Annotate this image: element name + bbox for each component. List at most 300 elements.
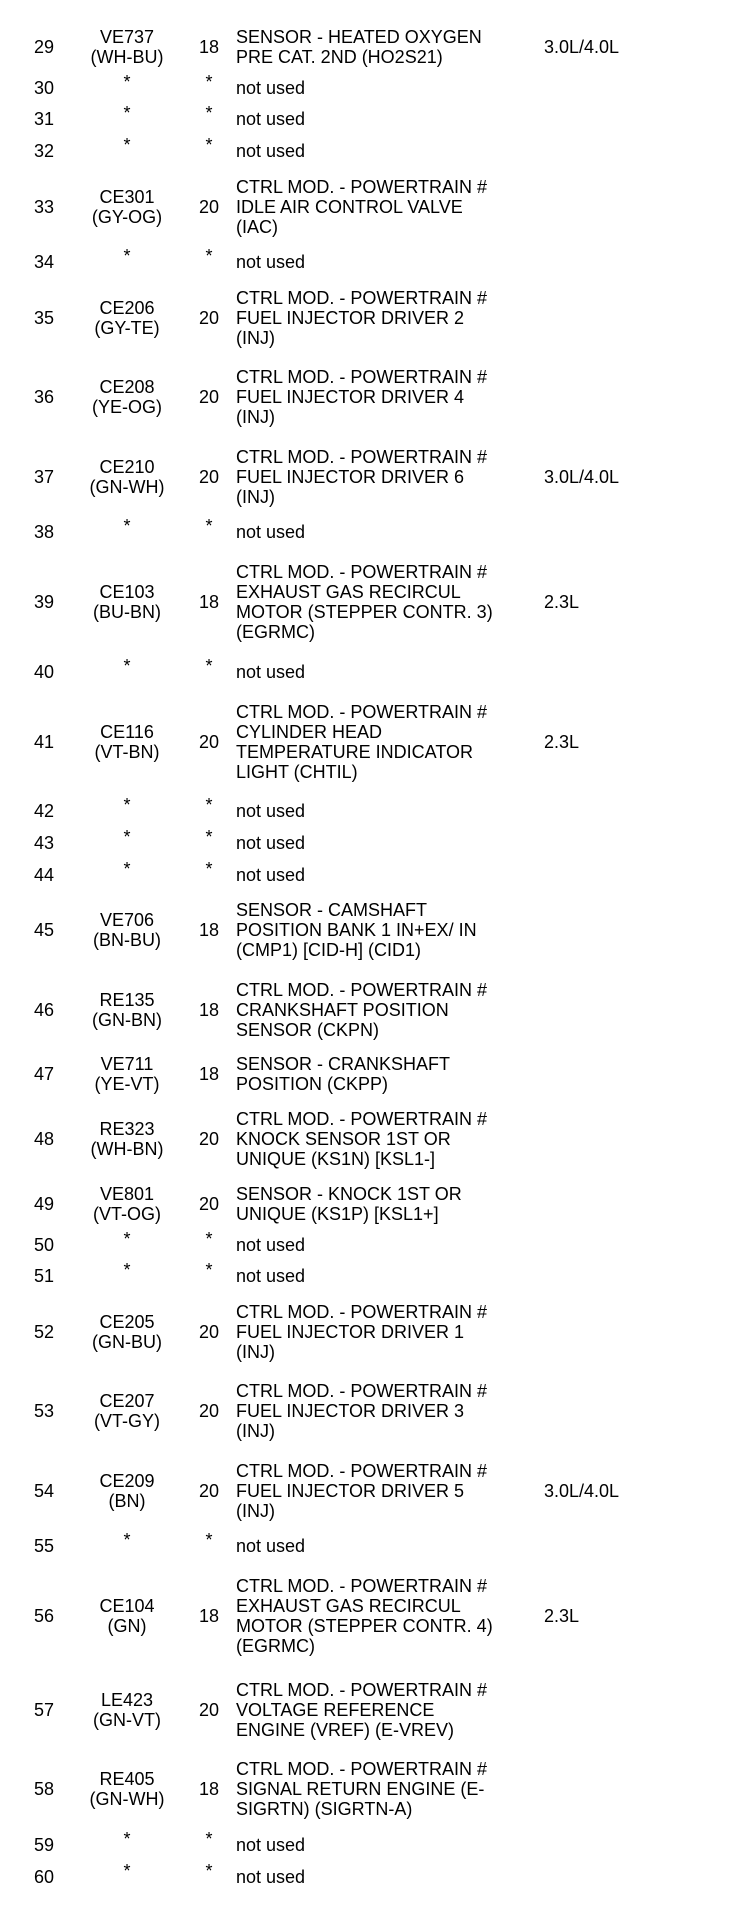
wire-color: (GN) [107, 1616, 147, 1637]
wire-cell [72, 1229, 182, 1261]
pin-number: 36 [34, 387, 55, 408]
wire-cell [72, 1562, 182, 1670]
wire-cell [72, 890, 182, 970]
wire-gauge [182, 357, 236, 437]
wire-cell [72, 1292, 182, 1372]
description-line: CTRL MOD. - POWERTRAIN # [236, 367, 488, 388]
engine-variant [544, 1099, 714, 1179]
pin-number: 35 [34, 307, 55, 328]
wire-cell [72, 135, 182, 167]
gauge-value: * [205, 1530, 213, 1551]
description-line: SENSOR - HEATED OXYGEN [236, 27, 482, 47]
wire-gauge [182, 1562, 236, 1670]
description-line: CYLINDER HEAD [236, 721, 383, 742]
description-line: not used [236, 77, 306, 98]
description-line: not used [236, 864, 306, 885]
circuit-code: * [123, 71, 131, 92]
engine-variant [544, 859, 714, 891]
pin-number: 57 [34, 1699, 55, 1720]
pin-number: 43 [34, 832, 55, 853]
circuit-description [236, 167, 544, 247]
wire-cell [72, 688, 182, 796]
description-line: EXHAUST GAS RECIRCUL [236, 581, 461, 602]
gauge-value: * [205, 1260, 213, 1281]
gauge-value: * [205, 134, 213, 155]
wire-gauge [182, 22, 236, 72]
description-line: CTRL MOD. - POWERTRAIN # [236, 1460, 488, 1481]
table-row [34, 1829, 714, 1861]
engine-variant [544, 890, 714, 970]
wire-gauge [182, 890, 236, 970]
pin-number: 41 [34, 731, 55, 752]
wire-color: (GN-BN) [92, 1009, 162, 1030]
wire-color: (WH-BU) [90, 47, 164, 67]
pin-number: 31 [34, 109, 55, 130]
pin-number: 55 [34, 1536, 55, 1557]
gauge-value: 18 [198, 591, 220, 612]
wire-cell [72, 72, 182, 104]
circuit-code: LE423 [100, 1689, 154, 1710]
gauge-value: 20 [198, 731, 220, 752]
wire-gauge [182, 135, 236, 167]
table-row [34, 437, 714, 517]
description-line: not used [236, 1536, 306, 1557]
pin-number: 29 [34, 37, 55, 57]
connector-pin-table [34, 22, 714, 1892]
table-row [34, 278, 714, 358]
circuit-description [236, 827, 544, 859]
table-row [34, 970, 714, 1050]
description-line: not used [236, 252, 306, 273]
wire-gauge [182, 1531, 236, 1563]
pin-number: 49 [34, 1193, 55, 1214]
description-line: FUEL INJECTOR DRIVER 3 [236, 1401, 465, 1422]
wire-cell [72, 1861, 182, 1893]
wire-color: (GY-OG) [91, 206, 163, 227]
description-line: (INJ) [236, 1421, 275, 1442]
engine-variant [544, 1179, 714, 1229]
engine-variant: 2.3L [544, 1606, 580, 1627]
description-line: SENSOR (CKPN) [236, 1019, 380, 1040]
description-line: POSITION BANK 1 IN+EX/ IN [236, 920, 477, 941]
description-line: (INJ) [236, 327, 275, 348]
description-line: VOLTAGE REFERENCE [236, 1699, 435, 1720]
description-line: CTRL MOD. - POWERTRAIN # [236, 979, 488, 1000]
table-row [34, 1531, 714, 1563]
circuit-code: CE206 [99, 297, 155, 318]
gauge-value: 18 [198, 1064, 220, 1085]
circuit-description [236, 357, 544, 437]
pin-number: 58 [34, 1779, 55, 1800]
description-line: SENSOR - CAMSHAFT [236, 900, 428, 921]
description-line: FUEL INJECTOR DRIVER 4 [236, 387, 465, 408]
circuit-description [236, 548, 544, 656]
wire-gauge [182, 246, 236, 278]
engine-variant [544, 72, 714, 104]
description-line: SIGRTN) (SIGRTN-A) [236, 1799, 413, 1820]
circuit-description [236, 688, 544, 796]
circuit-code: CE209 [99, 1470, 155, 1491]
circuit-code: VE737 [99, 27, 155, 47]
circuit-description [236, 1531, 544, 1563]
circuit-description [236, 1260, 544, 1292]
engine-variant [544, 357, 714, 437]
wire-gauge [182, 1372, 236, 1452]
gauge-value: * [205, 858, 213, 879]
circuit-description [236, 1670, 544, 1750]
engine-variant [544, 135, 714, 167]
pin-rows [34, 22, 714, 1892]
wire-gauge [182, 278, 236, 358]
circuit-code: * [123, 103, 131, 124]
description-line: EXHAUST GAS RECIRCUL [236, 1596, 461, 1617]
gauge-value: * [205, 1860, 213, 1881]
wire-gauge [182, 970, 236, 1050]
table-row [34, 1179, 714, 1229]
wire-cell [72, 1829, 182, 1861]
wire-color: (YE-OG) [92, 397, 162, 418]
wire-cell [72, 656, 182, 688]
gauge-value: 18 [198, 999, 220, 1020]
table-row [34, 1049, 714, 1099]
circuit-code: * [123, 134, 131, 155]
gauge-value: 20 [198, 1480, 220, 1501]
table-row [34, 1451, 714, 1531]
circuit-code: * [123, 1860, 131, 1881]
engine-variant: 2.3L [544, 591, 580, 612]
circuit-code: CE208 [99, 377, 155, 398]
wire-gauge [182, 1099, 236, 1179]
table-row [34, 796, 714, 828]
engine-variant [544, 1861, 714, 1893]
wire-gauge [182, 1179, 236, 1229]
circuit-code: VE711 [100, 1054, 154, 1075]
gauge-value: 20 [198, 466, 220, 487]
wire-color: (GN-WH) [89, 476, 165, 497]
gauge-value: 20 [198, 1401, 220, 1422]
circuit-code: CE104 [99, 1596, 155, 1617]
wire-cell [72, 1260, 182, 1292]
pin-number: 53 [34, 1401, 55, 1422]
gauge-value: 18 [198, 1779, 220, 1800]
circuit-code: CE116 [100, 721, 154, 742]
circuit-code: CE210 [99, 456, 155, 477]
engine-variant [544, 1750, 714, 1830]
circuit-code: VE706 [99, 910, 155, 931]
table-row [34, 1260, 714, 1292]
wire-cell [72, 796, 182, 828]
engine-variant [544, 1531, 714, 1563]
table-row [34, 135, 714, 167]
pin-number: 33 [34, 196, 55, 217]
pin-number: 59 [34, 1834, 55, 1855]
gauge-value: 20 [198, 1321, 220, 1342]
engine-variant [544, 167, 714, 247]
circuit-description [236, 656, 544, 688]
table-row [34, 1670, 714, 1750]
circuit-description [236, 970, 544, 1050]
circuit-code: CE207 [99, 1391, 155, 1412]
pin-number: 30 [34, 77, 55, 98]
circuit-description [236, 72, 544, 104]
gauge-value: * [205, 516, 213, 537]
wire-color: (VT-OG) [93, 1203, 161, 1224]
description-line: (INJ) [236, 486, 275, 507]
pin-number: 50 [34, 1234, 55, 1255]
gauge-value: 20 [198, 307, 220, 328]
wire-cell [72, 246, 182, 278]
description-line: CTRL MOD. - POWERTRAIN # [236, 1759, 488, 1780]
circuit-description [236, 859, 544, 891]
circuit-code: RE323 [99, 1119, 155, 1140]
wire-gauge [182, 827, 236, 859]
wire-cell [72, 1531, 182, 1563]
wire-color: (WH-BN) [90, 1139, 164, 1160]
engine-variant [544, 1292, 714, 1372]
description-line: not used [236, 1266, 306, 1287]
wire-gauge [182, 72, 236, 104]
engine-variant [544, 1229, 714, 1261]
circuit-code: * [123, 1530, 131, 1551]
circuit-code: RE135 [99, 989, 155, 1010]
table-row [34, 1372, 714, 1452]
gauge-value: * [205, 103, 213, 124]
pin-number: 34 [34, 252, 55, 273]
pin-number: 54 [34, 1480, 55, 1501]
engine-variant: 3.0L/4.0L [544, 466, 620, 487]
wire-gauge [182, 1829, 236, 1861]
engine-variant [544, 516, 714, 548]
circuit-description [236, 437, 544, 517]
wire-cell [72, 278, 182, 358]
description-line: LIGHT (CHTIL) [236, 761, 358, 782]
description-line: CTRL MOD. - POWERTRAIN # [236, 287, 488, 308]
table-row [34, 1861, 714, 1893]
circuit-description [236, 1049, 544, 1099]
description-line: KNOCK SENSOR 1ST OR [236, 1129, 451, 1150]
engine-variant [544, 1829, 714, 1861]
circuit-description [236, 890, 544, 970]
wire-gauge [182, 1292, 236, 1372]
wire-color: (BU-BN) [93, 601, 161, 622]
pin-number: 38 [34, 522, 55, 543]
wire-gauge [182, 1750, 236, 1830]
pin-number: 48 [34, 1129, 55, 1150]
wire-cell [72, 1451, 182, 1531]
table-row [34, 656, 714, 688]
engine-variant [544, 246, 714, 278]
circuit-description [236, 1451, 544, 1531]
circuit-description [236, 1229, 544, 1261]
wire-cell [72, 827, 182, 859]
circuit-code: CE103 [99, 581, 155, 602]
circuit-description [236, 22, 544, 72]
wire-cell [72, 1049, 182, 1099]
circuit-description [236, 1861, 544, 1893]
wire-cell [72, 22, 182, 72]
engine-variant [544, 278, 714, 358]
wire-cell [72, 548, 182, 656]
description-line: (EGRMC) [236, 621, 315, 642]
engine-variant [544, 104, 714, 136]
wire-color: (BN) [108, 1490, 146, 1511]
circuit-description [236, 1750, 544, 1830]
description-line: SENSOR - CRANKSHAFT [236, 1054, 451, 1075]
description-line: (INJ) [236, 1500, 275, 1521]
circuit-code: CE205 [99, 1311, 155, 1332]
description-line: (IAC) [236, 216, 278, 237]
circuit-code: * [123, 795, 131, 816]
gauge-value: * [205, 655, 213, 676]
table-row [34, 516, 714, 548]
circuit-description [236, 1099, 544, 1179]
pin-number: 40 [34, 661, 55, 682]
wire-cell [72, 970, 182, 1050]
description-line: not used [236, 1834, 306, 1855]
circuit-description [236, 1292, 544, 1372]
wire-cell [72, 357, 182, 437]
circuit-description [236, 104, 544, 136]
description-line: not used [236, 522, 306, 543]
gauge-value: 18 [198, 1606, 220, 1627]
description-line: CRANKSHAFT POSITION [236, 999, 449, 1020]
engine-variant: 2.3L [544, 731, 580, 752]
wire-gauge [182, 167, 236, 247]
wire-cell [72, 516, 182, 548]
circuit-description [236, 1372, 544, 1452]
gauge-value: 20 [198, 1193, 220, 1214]
gauge-value: 20 [198, 1129, 220, 1150]
pin-number: 45 [34, 920, 55, 941]
wire-color: (GY-TE) [94, 317, 160, 338]
table-row [34, 859, 714, 891]
description-line: PRE CAT. 2ND (HO2S21) [236, 47, 443, 67]
circuit-code: VE801 [99, 1183, 155, 1204]
wire-gauge [182, 656, 236, 688]
description-line: CTRL MOD. - POWERTRAIN # [236, 1576, 488, 1597]
gauge-value: 18 [198, 37, 220, 57]
wire-gauge [182, 1670, 236, 1750]
description-line: SIGNAL RETURN ENGINE (E- [236, 1779, 485, 1800]
description-line: UNIQUE (KS1P) [KSL1+] [236, 1203, 439, 1224]
description-line: not used [236, 140, 306, 161]
circuit-code: * [123, 1260, 131, 1281]
wire-gauge [182, 548, 236, 656]
gauge-value: 20 [198, 1699, 220, 1720]
description-line: not used [236, 1866, 306, 1887]
circuit-code: RE405 [99, 1769, 155, 1790]
description-line: not used [236, 661, 306, 682]
circuit-description [236, 135, 544, 167]
description-line: CTRL MOD. - POWERTRAIN # [236, 561, 488, 582]
description-line: CTRL MOD. - POWERTRAIN # [236, 176, 488, 197]
description-line: MOTOR (STEPPER CONTR. 4) [236, 1616, 493, 1637]
pin-number: 39 [34, 591, 55, 612]
table-row [34, 1229, 714, 1261]
description-line: (CMP1) [CID-H] (CID1) [236, 940, 421, 961]
description-line: CTRL MOD. - POWERTRAIN # [236, 1301, 488, 1322]
table-row [34, 167, 714, 247]
description-line: not used [236, 832, 306, 853]
gauge-value: * [205, 71, 213, 92]
description-line: UNIQUE (KS1N) [KSL1-] [236, 1149, 436, 1170]
wire-cell [72, 167, 182, 247]
wire-cell [72, 1750, 182, 1830]
circuit-code: CE301 [99, 186, 155, 207]
wire-cell [72, 1372, 182, 1452]
wire-gauge [182, 1229, 236, 1261]
gauge-value: * [205, 1228, 213, 1249]
wire-cell [72, 1670, 182, 1750]
description-line: FUEL INJECTOR DRIVER 5 [236, 1480, 465, 1501]
description-line: CTRL MOD. - POWERTRAIN # [236, 701, 488, 722]
gauge-value: * [205, 246, 213, 267]
description-line: CTRL MOD. - POWERTRAIN # [236, 446, 488, 467]
description-line: FUEL INJECTOR DRIVER 6 [236, 466, 465, 487]
table-row [34, 1099, 714, 1179]
wire-color: (BN-BU) [93, 930, 161, 951]
circuit-description [236, 278, 544, 358]
table-row [34, 104, 714, 136]
circuit-description [236, 1562, 544, 1670]
pin-number: 52 [34, 1321, 55, 1342]
wire-color: (GN-WH) [89, 1789, 165, 1810]
description-line: FUEL INJECTOR DRIVER 2 [236, 307, 465, 328]
engine-variant [544, 1049, 714, 1099]
pin-number: 56 [34, 1606, 55, 1627]
description-line: IDLE AIR CONTROL VALVE [236, 196, 463, 217]
wire-cell [72, 859, 182, 891]
wire-gauge [182, 859, 236, 891]
description-line: CTRL MOD. - POWERTRAIN # [236, 1679, 488, 1700]
circuit-description [236, 1829, 544, 1861]
pin-number: 60 [34, 1866, 55, 1887]
description-line: not used [236, 1234, 306, 1255]
engine-variant [544, 1372, 714, 1452]
engine-variant [544, 827, 714, 859]
circuit-code: * [123, 655, 131, 676]
description-line: (INJ) [236, 407, 275, 428]
circuit-code: * [123, 826, 131, 847]
wire-cell [72, 1179, 182, 1229]
wire-color: (VT-BN) [94, 741, 160, 762]
description-line: SENSOR - KNOCK 1ST OR [236, 1183, 462, 1204]
wire-gauge [182, 1451, 236, 1531]
description-line: FUEL INJECTOR DRIVER 1 [236, 1321, 465, 1342]
wire-gauge [182, 796, 236, 828]
description-line: MOTOR (STEPPER CONTR. 3) [236, 601, 493, 622]
circuit-description [236, 516, 544, 548]
wire-gauge [182, 688, 236, 796]
gauge-value: 20 [198, 196, 220, 217]
wire-gauge [182, 104, 236, 136]
table-row [34, 1292, 714, 1372]
wire-gauge [182, 516, 236, 548]
table-row [34, 688, 714, 796]
engine-variant [544, 1260, 714, 1292]
engine-variant [544, 796, 714, 828]
table-row [34, 357, 714, 437]
wire-cell [72, 437, 182, 517]
circuit-code: * [123, 858, 131, 879]
description-line: CTRL MOD. - POWERTRAIN # [236, 1109, 488, 1130]
engine-variant [544, 970, 714, 1050]
circuit-code: * [123, 516, 131, 537]
pin-number: 46 [34, 999, 55, 1020]
gauge-value: * [205, 1828, 213, 1849]
engine-variant [544, 656, 714, 688]
description-line: CTRL MOD. - POWERTRAIN # [236, 1381, 488, 1402]
